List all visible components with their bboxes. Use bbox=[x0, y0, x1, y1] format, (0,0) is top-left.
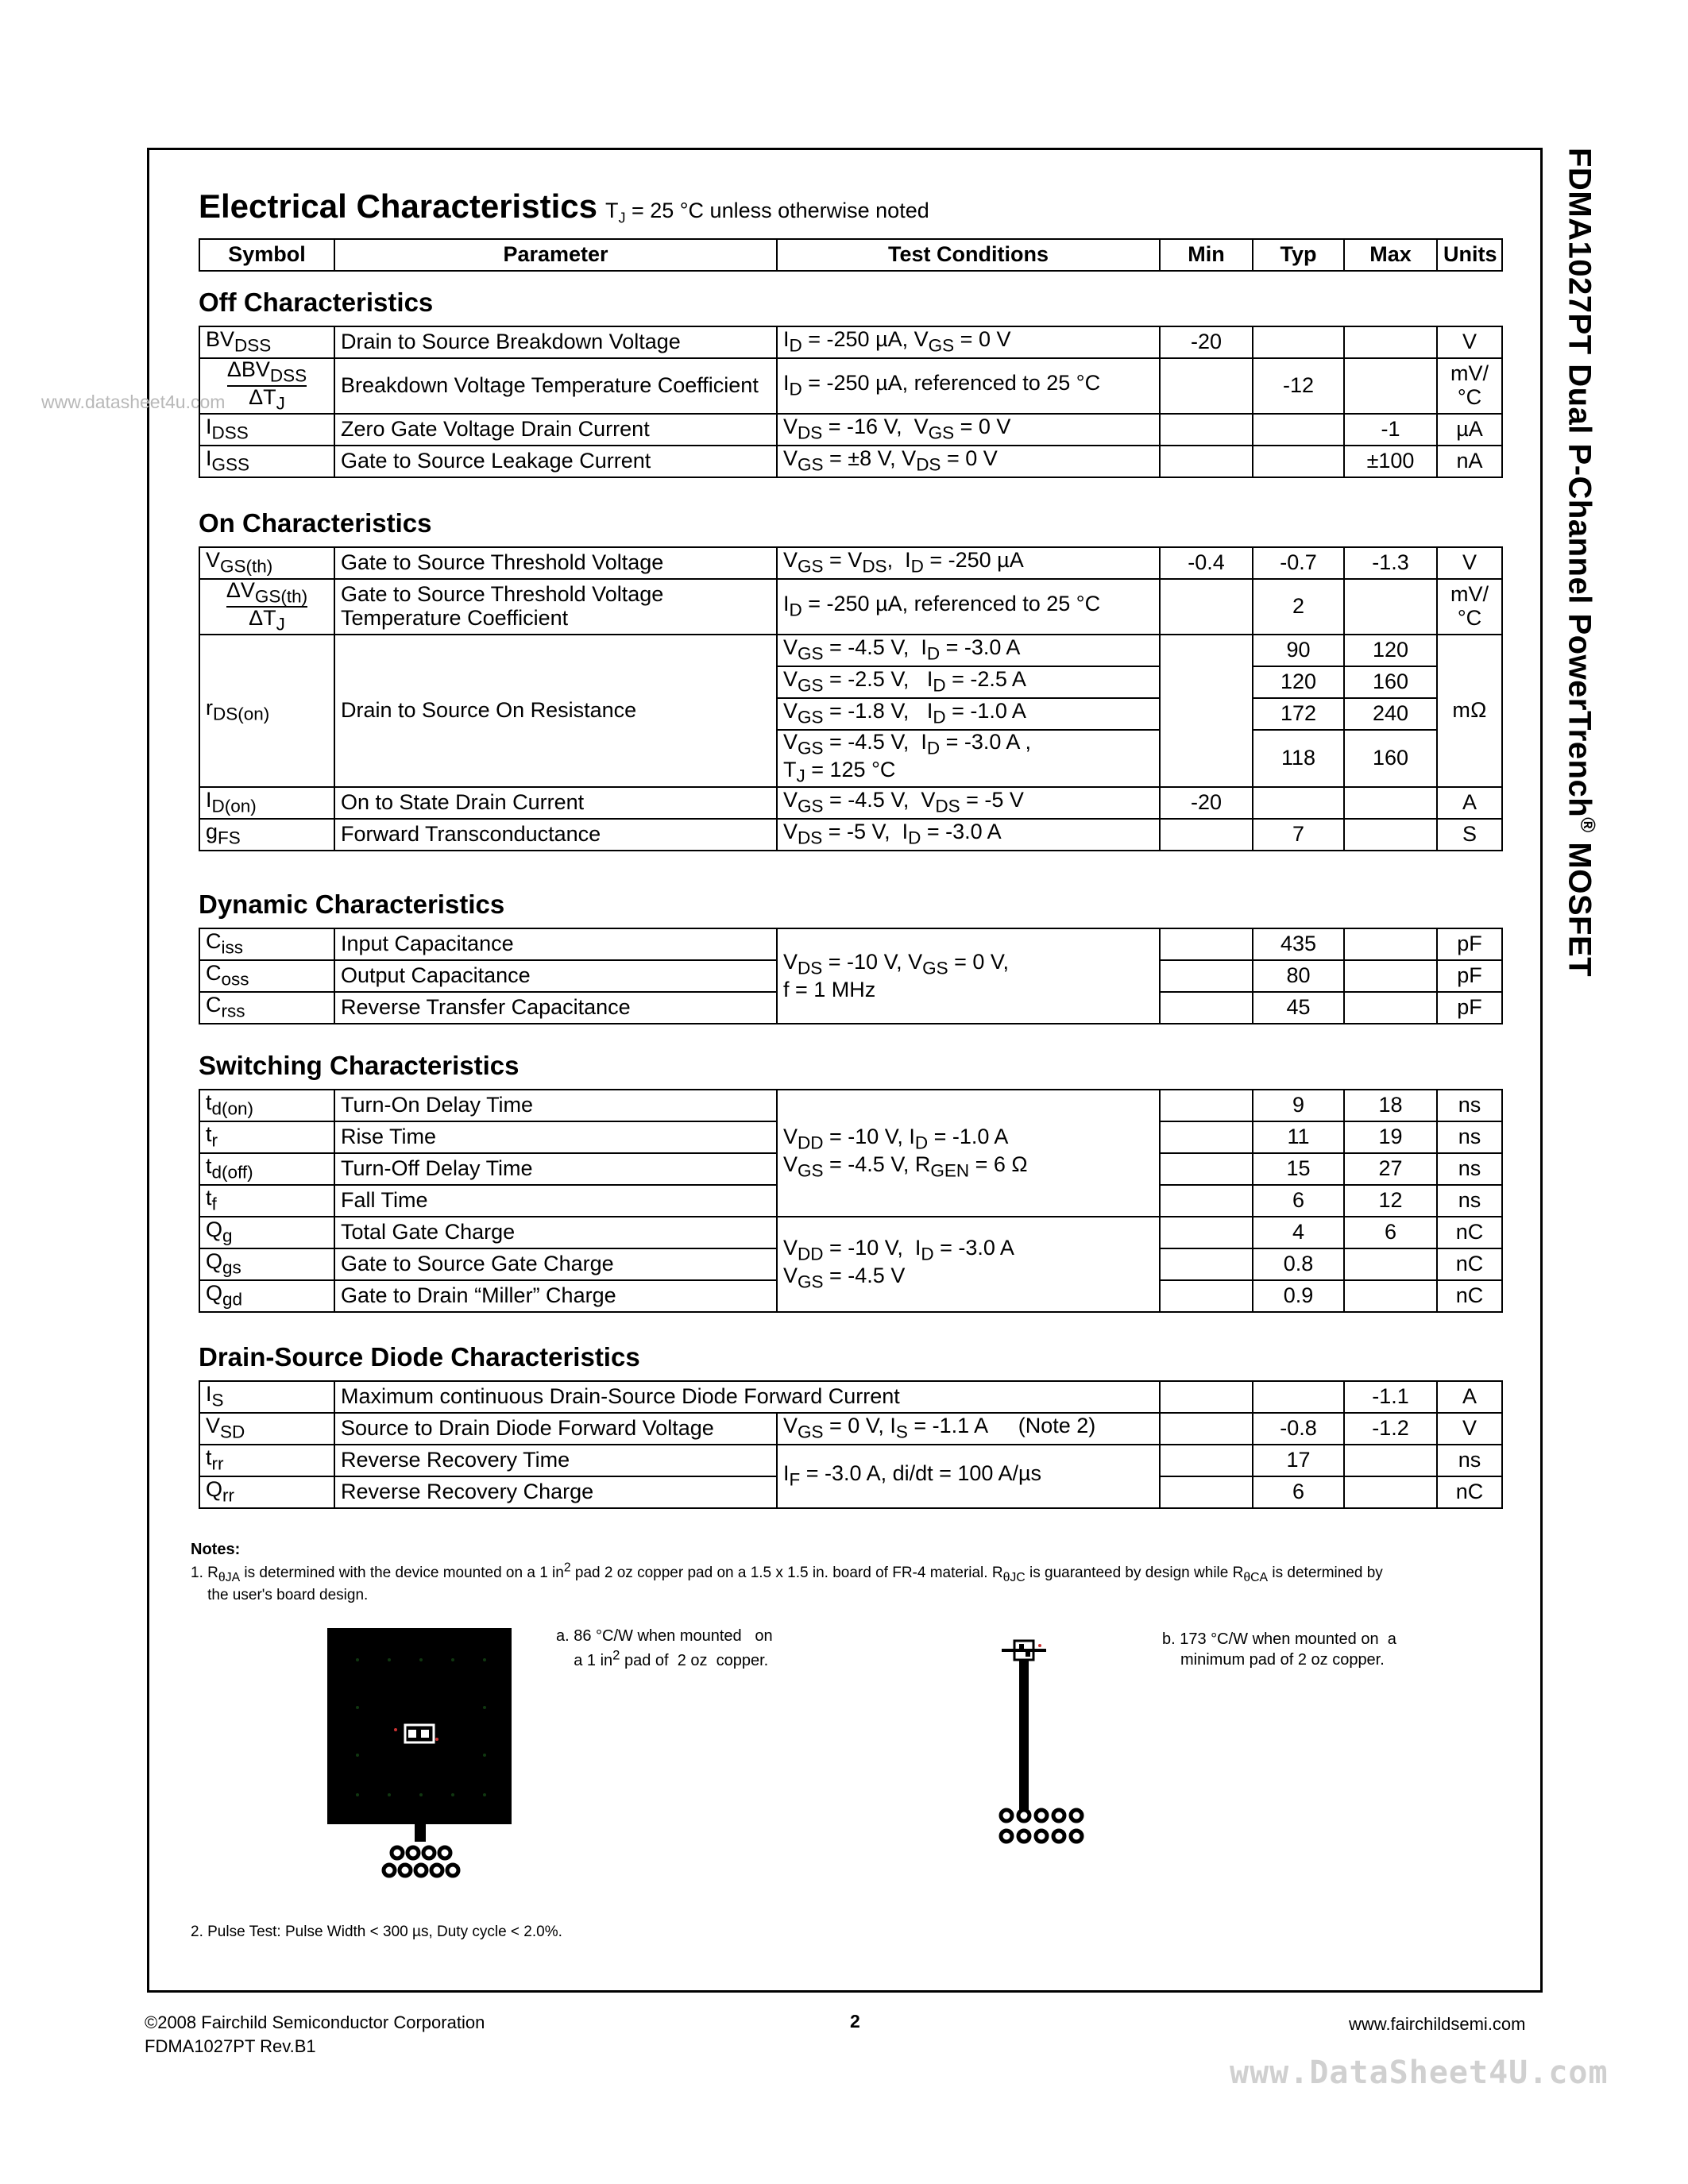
param-cell: Turn-On Delay Time bbox=[334, 1090, 777, 1121]
param-cell: Zero Gate Voltage Drain Current bbox=[334, 414, 777, 446]
unit-cell: nC bbox=[1437, 1217, 1502, 1248]
param-cell: Total Gate Charge bbox=[334, 1217, 777, 1248]
table-row bbox=[199, 414, 1502, 446]
unit-cell: nC bbox=[1437, 1248, 1502, 1280]
max-cell: 240 bbox=[1344, 698, 1437, 730]
typ-cell: 90 bbox=[1253, 635, 1344, 666]
max-cell bbox=[1344, 1476, 1437, 1508]
min-cell bbox=[1160, 1185, 1253, 1217]
typ-cell bbox=[1253, 787, 1344, 819]
max-cell: 160 bbox=[1344, 730, 1437, 787]
cond-cell: $V_{DS} = -5$ V, $I_D = -3.0$ A bbox=[777, 819, 1160, 851]
min-cell bbox=[1160, 1413, 1253, 1445]
max-cell bbox=[1344, 960, 1437, 992]
max-cell: 27 bbox=[1344, 1153, 1437, 1185]
typ-cell: 9 bbox=[1253, 1090, 1344, 1121]
title-condition: $T_J = 25$ °C unless otherwise noted bbox=[605, 199, 929, 226]
min-cell: -20 bbox=[1160, 326, 1253, 358]
header-table bbox=[199, 238, 1503, 272]
max-cell: -1.2 bbox=[1344, 1413, 1437, 1445]
footer-copyright: ©2008 Fairchild Semiconductor Corporation bbox=[145, 2012, 485, 2032]
symbol-cell: $Q_g$ bbox=[199, 1217, 334, 1248]
symbol-cell: $C_{iss}$ bbox=[199, 928, 334, 960]
min-cell bbox=[1160, 1217, 1253, 1248]
cond-cell: $V_{GS} = -4.5$ V, $I_D = -3.0$ A bbox=[777, 635, 1160, 666]
max-cell: -1 bbox=[1344, 414, 1437, 446]
min-cell bbox=[1160, 960, 1253, 992]
section-diode-title: Drain-Source Diode Characteristics bbox=[199, 1342, 640, 1372]
symbol-cell: $Q_{gd}$ bbox=[199, 1280, 334, 1312]
param-cell: Reverse Recovery Charge bbox=[334, 1476, 777, 1508]
cond-cell: $V_{GS} = -2.5$ V, $I_D = -2.5$ A bbox=[777, 666, 1160, 698]
unit-cell: ns bbox=[1437, 1185, 1502, 1217]
table-row bbox=[199, 1090, 1502, 1121]
symbol-cell: $r_{DS(on)}$ bbox=[199, 635, 334, 787]
note-1: 1. $R_{\theta JA}$ is determined with the device mounted on a 1 $in^2$ pad 2 oz copper pad on a 1.5 x 1.5 in. board of FR-4 material. $R_{\theta JC}$ is guaranteed by design while $R_{\theta CA}$ is determined by the user's board design. bbox=[191, 1561, 1383, 1604]
typ-cell: 0.9 bbox=[1253, 1280, 1344, 1312]
min-cell bbox=[1160, 1248, 1253, 1280]
notes bbox=[191, 1539, 1477, 1606]
symbol-cell: $I_{DSS}$ bbox=[199, 414, 334, 446]
table-row bbox=[199, 819, 1502, 851]
max-cell: -1.1 bbox=[1344, 1381, 1437, 1413]
diode-table bbox=[199, 1380, 1503, 1509]
col-parameter: Parameter bbox=[334, 239, 777, 271]
notes-title: Notes: bbox=[191, 1541, 241, 1558]
table-row bbox=[199, 1381, 1502, 1413]
col-units: Units bbox=[1437, 239, 1502, 271]
footer-part: FDMA1027PT Rev.B1 bbox=[145, 2035, 316, 2056]
unit-cell: mΩ bbox=[1437, 635, 1502, 787]
min-cell bbox=[1160, 1153, 1253, 1185]
symbol-cell: $V_{SD}$ bbox=[199, 1413, 334, 1445]
cond-cell: $V_{DS} = -16$ V, $V_{GS} = 0$ V bbox=[777, 414, 1160, 446]
unit-cell: pF bbox=[1437, 960, 1502, 992]
typ-cell: 80 bbox=[1253, 960, 1344, 992]
min-cell bbox=[1160, 1476, 1253, 1508]
min-cell bbox=[1160, 579, 1253, 635]
max-cell bbox=[1344, 579, 1437, 635]
table-row bbox=[199, 1445, 1502, 1476]
min-cell bbox=[1160, 819, 1253, 851]
unit-cell: pF bbox=[1437, 928, 1502, 960]
param-cell: Drain to Source Breakdown Voltage bbox=[334, 326, 777, 358]
max-cell bbox=[1344, 1445, 1437, 1476]
symbol-cell: $I_{D(on)}$ bbox=[199, 787, 334, 819]
min-cell bbox=[1160, 1090, 1253, 1121]
typ-cell: 7 bbox=[1253, 819, 1344, 851]
max-cell bbox=[1344, 819, 1437, 851]
on-table bbox=[199, 546, 1503, 851]
unit-cell: A bbox=[1437, 1381, 1502, 1413]
cond-cell: $I_D = -250$ µA, referenced to 25 °C bbox=[777, 579, 1160, 635]
symbol-cell: $I_{GSS}$ bbox=[199, 446, 334, 477]
unit-cell: ns bbox=[1437, 1121, 1502, 1153]
param-cell: Maximum continuous Drain-Source Diode Forward Current bbox=[334, 1381, 1160, 1413]
symbol-cell: $\Delta BV_{DSS}$ $\Delta T_J$ bbox=[199, 358, 334, 414]
table-row bbox=[199, 928, 1502, 960]
symbol-cell: $C_{rss}$ bbox=[199, 992, 334, 1024]
typ-cell: -0.8 bbox=[1253, 1413, 1344, 1445]
min-cell bbox=[1160, 1381, 1253, 1413]
section-off-title: Off Characteristics bbox=[199, 287, 434, 317]
max-cell: ±100 bbox=[1344, 446, 1437, 477]
param-cell: Gate to Source Gate Charge bbox=[334, 1248, 777, 1280]
max-cell bbox=[1344, 326, 1437, 358]
typ-cell: 0.8 bbox=[1253, 1248, 1344, 1280]
dynamic-table bbox=[199, 928, 1503, 1024]
unit-cell: nA bbox=[1437, 446, 1502, 477]
page-title bbox=[199, 187, 929, 226]
page-number: 2 bbox=[850, 2011, 860, 2032]
unit-cell: ns bbox=[1437, 1445, 1502, 1476]
table-row bbox=[199, 787, 1502, 819]
side-title-text: FDMA1027PT Dual P-Channel PowerTrench® MOSFET bbox=[1562, 148, 1600, 978]
param-cell: Gate to Drain “Miller” Charge bbox=[334, 1280, 777, 1312]
unit-cell: nC bbox=[1437, 1280, 1502, 1312]
typ-cell bbox=[1253, 446, 1344, 477]
min-cell bbox=[1160, 1445, 1253, 1476]
symbol-cell: $C_{oss}$ bbox=[199, 960, 334, 992]
param-cell: Gate to Source Threshold Voltage Temperature Coefficient bbox=[334, 579, 777, 635]
typ-cell: 435 bbox=[1253, 928, 1344, 960]
param-cell: Turn-Off Delay Time bbox=[334, 1153, 777, 1185]
max-cell bbox=[1344, 358, 1437, 414]
max-cell: 18 bbox=[1344, 1090, 1437, 1121]
param-cell: Fall Time bbox=[334, 1185, 777, 1217]
cond-cell: $I_F = -3.0$ A, di/dt = 100 A/µs bbox=[777, 1445, 1160, 1508]
symbol-cell: $Q_{rr}$ bbox=[199, 1476, 334, 1508]
symbol-cell: $t_{d(off)}$ bbox=[199, 1153, 334, 1185]
max-cell: 12 bbox=[1344, 1185, 1437, 1217]
figure-a-caption bbox=[556, 1626, 773, 1671]
typ-cell: -0.7 bbox=[1253, 547, 1344, 579]
unit-cell: ns bbox=[1437, 1090, 1502, 1121]
table-row bbox=[199, 446, 1502, 477]
param-cell: Drain to Source On Resistance bbox=[334, 635, 777, 787]
cond-cell: $V_{DS} = -10$ V, $V_{GS} = 0$ V, f = 1 MHz bbox=[777, 928, 1160, 1024]
brand-watermark: www.DataSheet4U.com bbox=[1230, 2055, 1609, 2091]
col-min: Min bbox=[1160, 239, 1253, 271]
typ-cell bbox=[1253, 326, 1344, 358]
symbol-cell: $t_f$ bbox=[199, 1185, 334, 1217]
title-text: Electrical Characteristics bbox=[199, 187, 597, 225]
min-cell bbox=[1160, 1121, 1253, 1153]
max-cell: 120 bbox=[1344, 635, 1437, 666]
typ-cell bbox=[1253, 414, 1344, 446]
param-cell: Output Capacitance bbox=[334, 960, 777, 992]
symbol-cell: $t_{d(on)}$ bbox=[199, 1090, 334, 1121]
cond-cell: $V_{DD} = -10$ V, $I_D = -1.0$ A $V_{GS} = -4.5$ V, $R_{GEN} = 6$ Ω bbox=[777, 1090, 1160, 1217]
figure-a-pad-drawing bbox=[326, 1628, 516, 1882]
unit-cell: V bbox=[1437, 326, 1502, 358]
min-cell bbox=[1160, 414, 1253, 446]
typ-cell: 172 bbox=[1253, 698, 1344, 730]
off-table bbox=[199, 326, 1503, 478]
cond-cell: $I_D = -250$ µA, referenced to 25 °C bbox=[777, 358, 1160, 414]
unit-cell: V bbox=[1437, 547, 1502, 579]
min-cell bbox=[1160, 928, 1253, 960]
watermark: www.datasheet4u.com bbox=[41, 392, 226, 412]
cond-cell: $V_{GS} = V_{DS}$, $I_D = -250$ µA bbox=[777, 547, 1160, 579]
max-cell bbox=[1344, 787, 1437, 819]
typ-cell: -12 bbox=[1253, 358, 1344, 414]
typ-cell: 6 bbox=[1253, 1185, 1344, 1217]
unit-cell: µA bbox=[1437, 414, 1502, 446]
symbol-cell: $V_{GS(th)}$ bbox=[199, 547, 334, 579]
side-title bbox=[1555, 148, 1603, 1021]
table-row bbox=[199, 358, 1502, 414]
note-2: 2. Pulse Test: Pulse Width < 300 µs, Duty cycle < 2.0%. bbox=[191, 1924, 562, 1940]
section-on-title: On Characteristics bbox=[199, 508, 432, 538]
typ-cell: 6 bbox=[1253, 1476, 1344, 1508]
table-row bbox=[199, 635, 1502, 666]
figure-b-caption bbox=[1162, 1629, 1396, 1670]
min-cell bbox=[1160, 635, 1253, 787]
unit-cell: pF bbox=[1437, 992, 1502, 1024]
figure-b-line2: minimum pad of 2 oz copper. bbox=[1180, 1651, 1385, 1669]
symbol-cell: $\Delta V_{GS(th)}$ $\Delta T_J$ bbox=[199, 579, 334, 635]
symbol-cell: $BV_{DSS}$ bbox=[199, 326, 334, 358]
max-cell: 6 bbox=[1344, 1217, 1437, 1248]
unit-cell: nC bbox=[1437, 1476, 1502, 1508]
table-row bbox=[199, 1413, 1502, 1445]
min-cell bbox=[1160, 992, 1253, 1024]
cond-cell: $I_D = -250$ µA, $V_{GS} = 0$ V bbox=[777, 326, 1160, 358]
table-row bbox=[199, 579, 1502, 635]
max-cell bbox=[1344, 1280, 1437, 1312]
cond-cell: $V_{GS} = \pm 8$ V, $V_{DS} = 0$ V bbox=[777, 446, 1160, 477]
cond-cell: $V_{GS} = -4.5$ V, $I_D = -3.0$ A , $T_J = 125$ °C bbox=[777, 730, 1160, 787]
table-row bbox=[199, 547, 1502, 579]
note-ref: (Note 2) bbox=[1018, 1414, 1096, 1438]
section-dynamic-title: Dynamic Characteristics bbox=[199, 889, 505, 919]
cond-cell: $V_{GS} = -4.5$ V, $V_{DS} = -5$ V bbox=[777, 787, 1160, 819]
param-cell: Rise Time bbox=[334, 1121, 777, 1153]
unit-cell: mV/°C bbox=[1437, 358, 1502, 414]
table-row bbox=[199, 1217, 1502, 1248]
typ-cell: 15 bbox=[1253, 1153, 1344, 1185]
cond-cell: $V_{GS} = 0$ V, $I_S = -1.1$ A (Note 2) bbox=[777, 1413, 1160, 1445]
param-cell: Reverse Transfer Capacitance bbox=[334, 992, 777, 1024]
symbol-cell: $g_{FS}$ bbox=[199, 819, 334, 851]
typ-cell: 45 bbox=[1253, 992, 1344, 1024]
table-row bbox=[199, 326, 1502, 358]
param-cell: On to State Drain Current bbox=[334, 787, 777, 819]
unit-cell: A bbox=[1437, 787, 1502, 819]
figure-b-pad-drawing bbox=[989, 1636, 1108, 1850]
typ-cell: 11 bbox=[1253, 1121, 1344, 1153]
symbol-cell: $Q_{gs}$ bbox=[199, 1248, 334, 1280]
typ-cell: 17 bbox=[1253, 1445, 1344, 1476]
col-typ: Typ bbox=[1253, 239, 1344, 271]
max-cell bbox=[1344, 1248, 1437, 1280]
param-cell: Input Capacitance bbox=[334, 928, 777, 960]
param-cell: Reverse Recovery Time bbox=[334, 1445, 777, 1476]
min-cell: -0.4 bbox=[1160, 547, 1253, 579]
unit-cell: V bbox=[1437, 1413, 1502, 1445]
unit-cell: S bbox=[1437, 819, 1502, 851]
col-conditions: Test Conditions bbox=[777, 239, 1160, 271]
max-cell: 19 bbox=[1344, 1121, 1437, 1153]
min-cell bbox=[1160, 358, 1253, 414]
max-cell bbox=[1344, 992, 1437, 1024]
typ-cell: 118 bbox=[1253, 730, 1344, 787]
figure-a-line1: a. 86 °C/W when mounted on bbox=[556, 1627, 773, 1645]
cond-cell: $V_{GS} = -1.8$ V, $I_D = -1.0$ A bbox=[777, 698, 1160, 730]
min-cell: -20 bbox=[1160, 787, 1253, 819]
footer-website[interactable]: www.fairchildsemi.com bbox=[1349, 2014, 1526, 2034]
typ-cell: 120 bbox=[1253, 666, 1344, 698]
param-cell: Gate to Source Threshold Voltage bbox=[334, 547, 777, 579]
symbol-cell: $t_r$ bbox=[199, 1121, 334, 1153]
param-cell: Forward Transconductance bbox=[334, 819, 777, 851]
typ-cell bbox=[1253, 1381, 1344, 1413]
symbol-cell: $I_S$ bbox=[199, 1381, 334, 1413]
max-cell: 160 bbox=[1344, 666, 1437, 698]
param-cell: Source to Drain Diode Forward Voltage bbox=[334, 1413, 777, 1445]
min-cell bbox=[1160, 446, 1253, 477]
max-cell: -1.3 bbox=[1344, 547, 1437, 579]
param-cell: Gate to Source Leakage Current bbox=[334, 446, 777, 477]
max-cell bbox=[1344, 928, 1437, 960]
switching-table bbox=[199, 1089, 1503, 1313]
section-switching-title: Switching Characteristics bbox=[199, 1051, 520, 1080]
col-max: Max bbox=[1344, 239, 1437, 271]
footer-left bbox=[145, 2011, 485, 2058]
param-cell: Breakdown Voltage Temperature Coefficient bbox=[334, 358, 777, 414]
figure-a-line2: a 1 $in^2$ pad of 2 oz copper. bbox=[556, 1647, 769, 1669]
cond-cell: $V_{DD} = -10$ V, $I_D = -3.0$ A $V_{GS} = -4.5$ V bbox=[777, 1217, 1160, 1312]
unit-cell: mV/°C bbox=[1437, 579, 1502, 635]
symbol-cell: $t_{rr}$ bbox=[199, 1445, 334, 1476]
figure-b-line1: b. 173 °C/W when mounted on a bbox=[1162, 1630, 1396, 1648]
unit-cell: ns bbox=[1437, 1153, 1502, 1185]
col-symbol: Symbol bbox=[199, 239, 334, 271]
typ-cell: 2 bbox=[1253, 579, 1344, 635]
typ-cell: 4 bbox=[1253, 1217, 1344, 1248]
min-cell bbox=[1160, 1280, 1253, 1312]
